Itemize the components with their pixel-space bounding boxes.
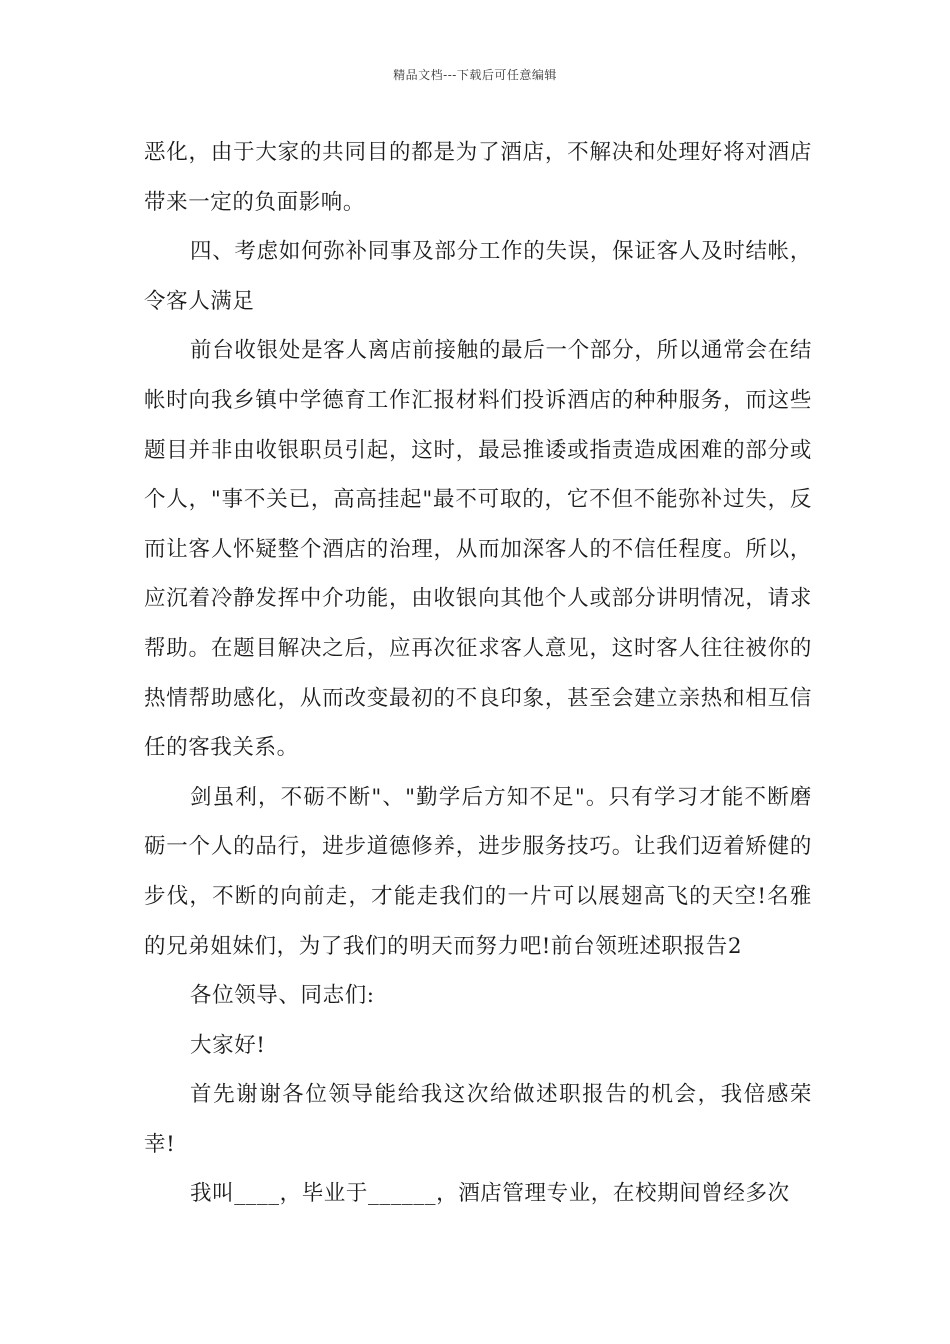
paragraph-3: 前台收银处是客人离店前接触的最后一个部分，所以通常会在结帐时向我乡镇中学德育工作汇报材料们投诉酒店的种种服务，而这些题目并非由收银职员引起，这时，最忌推诿或指责造成困难的部分或个人，"事不关已，高高挂起"最不可取的，它不但不能弥补过失，反而让客人怀疑整个酒店的治理，从而加深客人的不信任程度。所以，应沉着冷静发挥中介功能，由收银向其他个人或部分讲明情况，请求帮助。在题目解决之后，应再次征求客人意见，这时客人往往被你的热情帮助感化，从而改变最初的不良印象，甚至会建立亲热和相互信任的客我关系。 (144, 338, 812, 761)
paragraph-4: 剑虽利，不砺不断"、"勤学后方知不足"。只有学习才能不断磨砺一个人的品行，进步道德修养，进步服务技巧。让我们迈着矫健的步伐，不断的向前走，才能走我们的一片可以展翅高飞的天空!名雅的兄弟姐妹们，为了我们的明天而努力吧!前台领班述职报告2 (144, 784, 812, 959)
page-header: 精品文档---下载后可任意编辑 (393, 68, 557, 82)
paragraph-1: 恶化，由于大家的共同目的都是为了酒店，不解决和处理好将对酒店带来一定的负面影响。 (144, 140, 812, 215)
paragraph-8: 我叫____，毕业于______，酒店管理专业，在校期间曾经多次 (190, 1181, 790, 1207)
paragraph-5-salutation: 各位领导、同志们: (190, 983, 375, 1009)
paragraph-2-section-heading: 四、考虑如何弥补同事及部分工作的失误，保证客人及时结帐，令客人满足 (144, 239, 812, 314)
paragraph-7: 首先谢谢各位领导能给我这次给做述职报告的机会，我倍感荣幸! (144, 1082, 812, 1157)
document-body (144, 128, 812, 1219)
paragraph-6-greeting: 大家好! (190, 1032, 266, 1058)
